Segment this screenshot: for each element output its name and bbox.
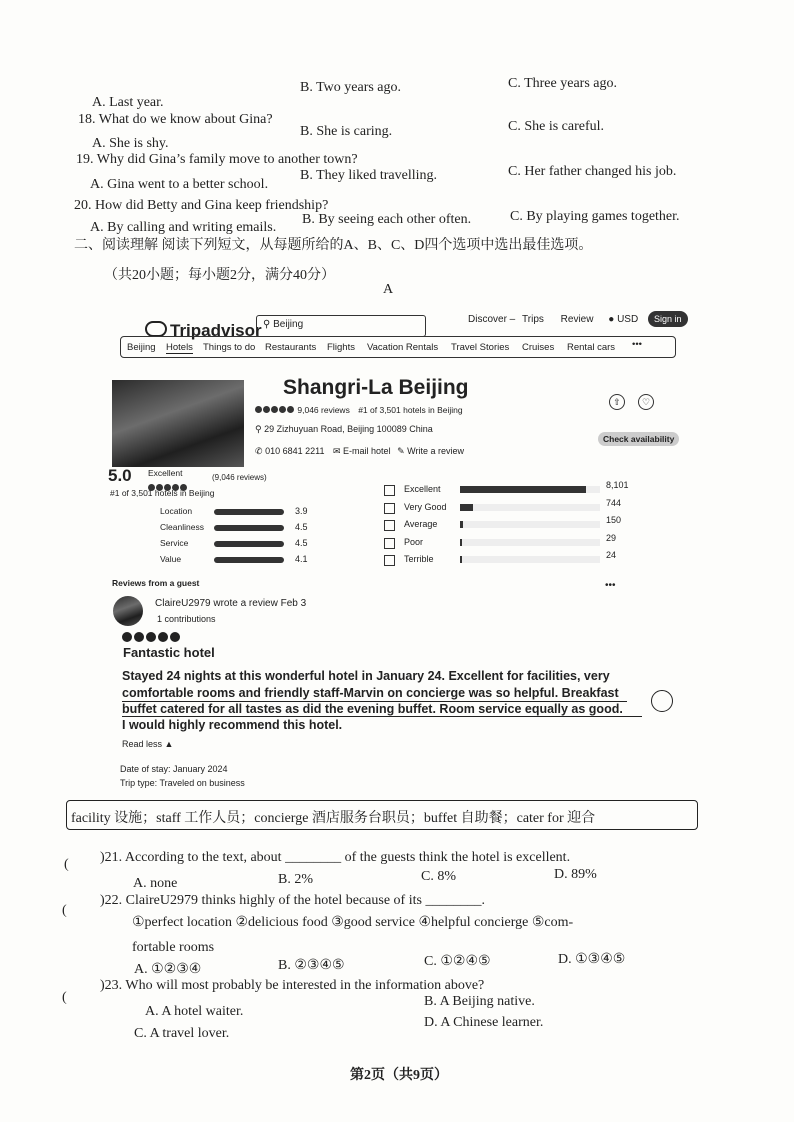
category-nav — [120, 336, 676, 358]
q23-option-b: B. A Beijing native. — [424, 994, 535, 1009]
q18-stem: 18. What do we know about Gina? — [78, 112, 273, 127]
distribution-track — [460, 486, 600, 493]
filter-checkbox[interactable] — [384, 538, 395, 549]
subscore-value: 4.1 — [295, 554, 308, 564]
sign-in-button[interactable]: Sign in — [648, 311, 688, 327]
hotel-rating-line — [255, 405, 463, 415]
q21-option-b: B. 2% — [278, 872, 313, 887]
hotel-address: ⚲ 29 Zizhuyuan Road, Beijing 100089 China — [255, 424, 433, 434]
q22-option-d: D. ①③④⑤ — [558, 952, 626, 967]
tab-travel-stories[interactable]: Travel Stories — [451, 342, 510, 353]
subscore-label: Location — [160, 506, 193, 516]
tab-vacation-rentals[interactable]: Vacation Rentals — [367, 342, 439, 353]
distribution-track — [460, 504, 600, 511]
passage-label: A — [383, 282, 394, 297]
review-line-3: buffet catered for all tastes as did the evening buffet. Room service equally as good. — [122, 702, 623, 716]
answer-paren-21: ( — [64, 857, 69, 872]
contact-row — [255, 446, 464, 457]
tab-flights[interactable]: Flights — [327, 342, 355, 353]
top-nav: Discover – Trips Review ● USD — [468, 314, 639, 325]
subscore-bar — [214, 509, 284, 515]
q19-stem: 19. Why did Gina’s family move to another town? — [76, 152, 358, 167]
filter-checkbox[interactable] — [384, 555, 395, 566]
phone-icon: ✆ — [255, 446, 263, 456]
nav-trips[interactable]: Trips — [522, 314, 544, 325]
filter-checkbox[interactable] — [384, 503, 395, 514]
distribution-count: 8,101 — [606, 480, 629, 490]
score-rank: #1 of 3,501 hotels in Beijing — [110, 488, 215, 498]
q18-option-c: C. She is careful. — [508, 119, 605, 134]
subscore-value: 4.5 — [295, 522, 308, 532]
tab-hotels[interactable]: Hotels — [166, 342, 193, 353]
q23-option-c: C. A travel lover. — [134, 1026, 230, 1041]
heart-icon[interactable]: ♡ — [638, 394, 654, 410]
tab-rental-cars[interactable]: Rental cars — [567, 342, 616, 353]
q23-option-a: A. A hotel waiter. — [145, 1004, 244, 1019]
q22-option-c: C. ①②④⑤ — [424, 954, 491, 969]
score-reviews: (9,046 reviews) — [212, 473, 267, 482]
review-more-button[interactable]: ••• — [605, 580, 616, 591]
distribution-fill — [460, 486, 586, 493]
tab-things-to-do[interactable]: Things to do — [203, 342, 256, 353]
overall-score: 5.0 — [108, 466, 132, 485]
subscore-label: Service — [160, 538, 189, 548]
owl-logo-icon — [145, 321, 167, 337]
tab-cruises[interactable]: Cruises — [522, 342, 555, 353]
answer-paren-22: ( — [62, 903, 67, 918]
tab-restaurants[interactable]: Restaurants — [265, 342, 317, 353]
q22-option-a: A. ①②③④ — [134, 962, 202, 977]
pencil-icon: ✎ — [397, 446, 405, 456]
reviewer-avatar[interactable] — [113, 596, 143, 626]
q19-option-b: B. They liked travelling. — [300, 168, 437, 183]
currency-selector[interactable]: USD — [617, 314, 639, 325]
q20-option-b: B. By seeing each other often. — [302, 212, 472, 227]
q19-option-c: C. Her father changed his job. — [508, 164, 677, 179]
more-tabs-button[interactable]: ••• — [632, 339, 642, 350]
email-hotel-link[interactable]: E-mail hotel — [343, 446, 391, 456]
distribution-fill — [460, 504, 473, 511]
q20-option-c: C. By playing games together. — [510, 209, 680, 224]
search-icon: ⚲ — [263, 319, 271, 330]
q19-option-a: A. Gina went to a better school. — [90, 177, 269, 192]
globe-icon: ● — [608, 314, 615, 325]
q17-option-a: A. Last year. — [92, 95, 164, 110]
q18-option-a: A. She is shy. — [92, 136, 169, 151]
pen-circle-mark — [651, 690, 673, 712]
q22-options-line-2: fortable rooms — [132, 940, 215, 955]
distribution-label: Average — [404, 519, 438, 529]
subscore-bar — [214, 525, 284, 531]
q22-option-b: B. ②③④⑤ — [278, 958, 345, 973]
q22-stem: )22. ClaireU2979 thinks highly of the hotel because of its ________. — [100, 893, 485, 908]
reviewer-line: ClaireU2979 wrote a review Feb 3 — [155, 598, 307, 609]
q20-option-a: A. By calling and writing emails. — [90, 220, 277, 235]
subscore-bar — [214, 557, 284, 563]
q23-option-d: D. A Chinese learner. — [424, 1015, 544, 1030]
answer-paren-23: ( — [62, 990, 67, 1005]
distribution-count: 744 — [606, 497, 622, 508]
pen-underline-2 — [122, 716, 642, 717]
subscore-label: Cleanliness — [160, 522, 204, 532]
section-heading: 二、阅读理解 阅读下列短文，从每题所给的A、B、C、D四个选项中选出最佳选项。 — [74, 238, 593, 253]
q20-stem: 20. How did Betty and Gina keep friendship? — [74, 198, 329, 213]
write-review-link[interactable]: Write a review — [407, 446, 465, 456]
share-icon[interactable]: ⇧ — [609, 394, 625, 410]
distribution-fill — [460, 556, 462, 563]
pen-underline-1 — [122, 701, 627, 702]
q23-stem: )23. Who will most probably be interested in the information above? — [100, 978, 485, 993]
tripadvisor-logo: Tripadvisor — [145, 321, 262, 341]
distribution-fill — [460, 539, 462, 546]
read-less-link[interactable]: Read less ▲ — [122, 739, 174, 749]
filter-checkbox[interactable] — [384, 485, 395, 496]
hotel-name: Shangri-La Beijing — [283, 376, 469, 399]
distribution-label: Very Good — [404, 501, 447, 512]
q21-option-d: D. 89% — [554, 867, 597, 882]
reviews-from-label: Reviews from a guest — [112, 578, 200, 588]
rating-bubbles-icon — [255, 405, 295, 415]
subscore-value: 3.9 — [295, 506, 308, 516]
q22-options-line-1: ①perfect location ②delicious food ③good service ④helpful concierge ⑤com- — [132, 915, 574, 930]
review-line-4: I would highly recommend this hotel. — [122, 718, 343, 732]
distribution-count: 150 — [606, 515, 622, 525]
review-title: Fantastic hotel — [123, 645, 215, 660]
hotel-rank: #1 of 3,501 hotels in Beijing — [358, 405, 463, 415]
reviewer-contributions: 1 contributions — [157, 614, 216, 624]
date-of-stay: Date of stay: January 2024 — [120, 764, 228, 774]
phone-number[interactable]: 010 6841 2211 — [265, 446, 325, 456]
section-scoring: （共20小题；每小题2分，满分40分） — [104, 268, 335, 283]
page-footer: 第2页（共9页） — [350, 1068, 448, 1083]
review-line-2: comfortable rooms and friendly staff-Marvin on concierge was so helpful. Breakfast — [122, 686, 619, 700]
distribution-count: 24 — [606, 550, 617, 560]
distribution-label: Terrible — [404, 554, 434, 564]
q18-option-b: B. She is caring. — [300, 124, 393, 139]
filter-checkbox[interactable] — [384, 520, 395, 531]
distribution-track — [460, 521, 600, 528]
check-availability-button[interactable]: Check availability — [598, 432, 679, 446]
distribution-track — [460, 556, 600, 563]
location-pin-icon: ⚲ — [255, 424, 262, 434]
distribution-count: 29 — [606, 532, 617, 543]
distribution-track — [460, 539, 600, 546]
trip-type: Trip type: Traveled on business — [120, 778, 245, 788]
distribution-label: Poor — [404, 536, 424, 547]
glossary-box — [66, 800, 698, 830]
tab-beijing[interactable]: Beijing — [127, 342, 156, 353]
nav-discover[interactable]: Discover — [468, 314, 507, 325]
q17-option-b: B. Two years ago. — [300, 80, 402, 95]
distribution-fill — [460, 521, 463, 528]
q21-option-a: A. none — [133, 876, 178, 891]
subscore-value: 4.5 — [295, 538, 308, 548]
q21-stem: )21. According to the text, about ________ of the guests think the hotel is excellent. — [100, 850, 571, 865]
nav-review[interactable]: Review — [560, 314, 594, 325]
reviews-count[interactable]: 9,046 reviews — [297, 405, 350, 415]
q21-option-c: C. 8% — [421, 869, 456, 884]
hotel-photo[interactable] — [112, 380, 244, 467]
q17-option-c: C. Three years ago. — [508, 76, 617, 91]
score-word: Excellent — [148, 468, 183, 478]
subscore-label: Value — [160, 554, 182, 564]
review-line-1: Stayed 24 nights at this wonderful hotel in January 24. Excellent for facilities, very — [122, 669, 610, 683]
search-input[interactable]: ⚲ Beijing — [256, 315, 426, 337]
mail-icon: ✉ — [332, 446, 341, 456]
distribution-label: Excellent — [404, 484, 441, 494]
subscore-bar — [214, 541, 284, 547]
glossary-text: facility 设施；staff 工作人员；concierge 酒店服务台职员；buffet 自助餐；cater for 迎合 — [71, 811, 596, 826]
